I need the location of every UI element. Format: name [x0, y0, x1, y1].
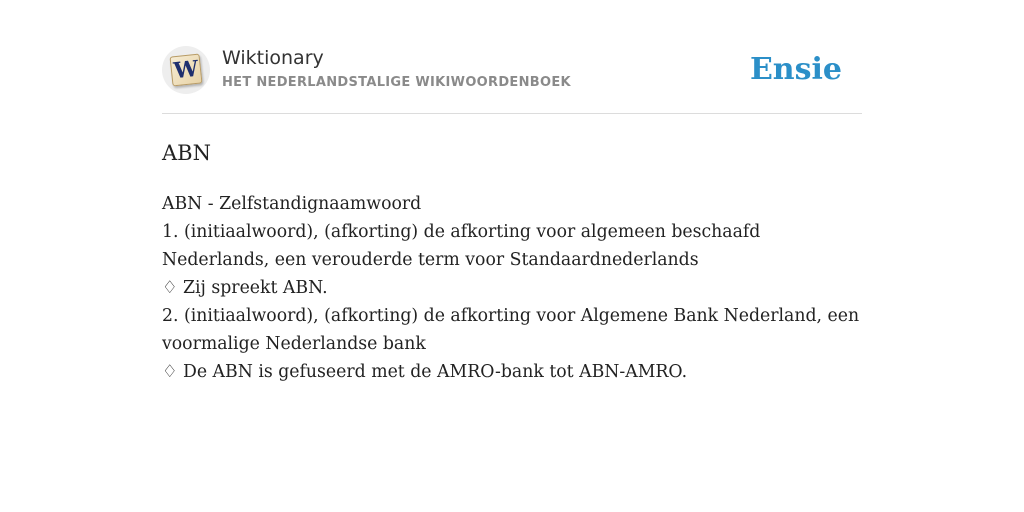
- definition-1: 1. (initiaalwoord), (afkorting) de afkorting voor algemeen beschaafd Nederlands, een verouderde term voor Standaardnederlands: [162, 222, 761, 270]
- site-subtitle: HET NEDERLANDSTALIGE WIKIWOORDENBOEK: [222, 75, 571, 90]
- site-title[interactable]: Wiktionary: [222, 47, 324, 69]
- logo-letter: W: [172, 55, 200, 85]
- logo-tile: [170, 54, 203, 87]
- word-type-line: ABN - Zelfstandignaamwoord: [162, 194, 422, 214]
- ensie-brand-link[interactable]: Ensie: [749, 52, 842, 87]
- entry-content: [162, 190, 862, 386]
- example-1: ♢ Zij spreekt ABN.: [162, 278, 328, 298]
- definition-2: 2. (initiaalwoord), (afkorting) de afkorting voor Algemene Bank Nederland, een voormalige Nederlandse bank: [162, 306, 860, 354]
- page-container: [162, 0, 862, 382]
- wiktionary-logo-icon[interactable]: [162, 46, 210, 94]
- page-title: ABN: [162, 141, 211, 165]
- site-header: [162, 0, 862, 114]
- example-2: ♢ De ABN is gefuseerd met de AMRO-bank tot ABN-AMRO.: [162, 362, 688, 382]
